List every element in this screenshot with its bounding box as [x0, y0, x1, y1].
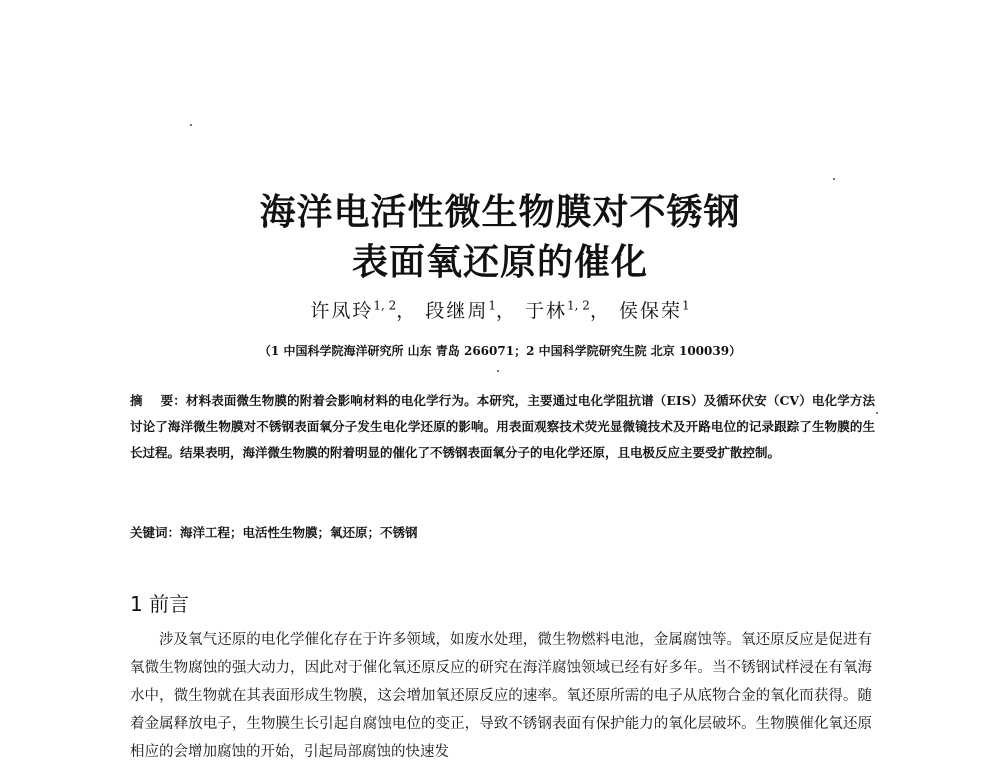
author-name: 侯保荣: [618, 300, 682, 322]
scan-speck: [833, 178, 835, 180]
author-affiliation-mark: 1, 2: [373, 298, 397, 313]
keywords-label: 关键词：: [130, 525, 181, 540]
author-name: 于林: [525, 300, 568, 322]
paper-title-line-1: 海洋电活性微生物膜对不锈钢: [259, 192, 741, 233]
author-affiliation-mark: 1: [488, 298, 496, 313]
author-affiliation-mark: 1, 2: [567, 298, 590, 313]
author-name: 许凤玲: [310, 300, 374, 322]
keywords-block: [130, 523, 875, 541]
keywords-text: 海洋工程；电活性生物膜；氧还原；不锈钢: [180, 525, 418, 540]
section-heading: 1 前言: [130, 592, 190, 616]
scan-speck: [190, 124, 192, 126]
author-list: 许凤玲$^{1, 2}$， 段继周$^1$， 于林$^{1, 2}$， 侯保荣$^1$: [310, 298, 690, 322]
author-affiliation-mark: 1: [682, 298, 690, 313]
affiliation-line: （1 中国科学院海洋研究所 山东 青岛 266071；2 中国科学院研究生院 北京 100039）: [258, 344, 742, 358]
abstract-text: 材料表面微生物膜的附着会影响材料的电化学行为。本研究，主要通过电化学阻抗谱（EIS）及循环伏安（CV）电化学方法讨论了海洋微生物膜对不锈钢表面氧分子发生电化学还原的影响。用表面观察技术荧光显微镜技术及开路电位的记录跟踪了生物膜的生长过程。结果表明，海洋微生物膜的附着明显的催化了不锈钢表面氧分子的电化学还原，且电极反应主要受扩散控制。: [130, 393, 875, 460]
abstract-block: [130, 388, 875, 466]
scan-speck: [497, 370, 499, 372]
scan-speck: [876, 412, 878, 414]
paper-title-line-2: 表面氧还原的催化: [351, 242, 648, 283]
author-name: 段继周: [425, 300, 489, 322]
section-paragraph: 涉及氧气还原的电化学催化存在于许多领域，如废水处理，微生物燃料电池，金属腐蚀等。氧还原反应是促进有氧微生物腐蚀的强大动力，因此对于催化氧还原反应的研究在海洋腐蚀领域已经有好多年。当不锈钢试样浸在有氧海水中，微生物就在其表面形成生物膜，这会增加氧还原反应的速率。氧还原所需的电子从底物合金的氧化而获得。随着金属释放电子，生物膜生长引起自腐蚀电位的变正，导致不锈钢表面有保护能力的氧化层破坏。生物膜催化氧还原相应的会增加腐蚀的开始，引起局部腐蚀的快速发: [130, 632, 872, 760]
abstract-label: 摘 要：: [130, 393, 186, 408]
